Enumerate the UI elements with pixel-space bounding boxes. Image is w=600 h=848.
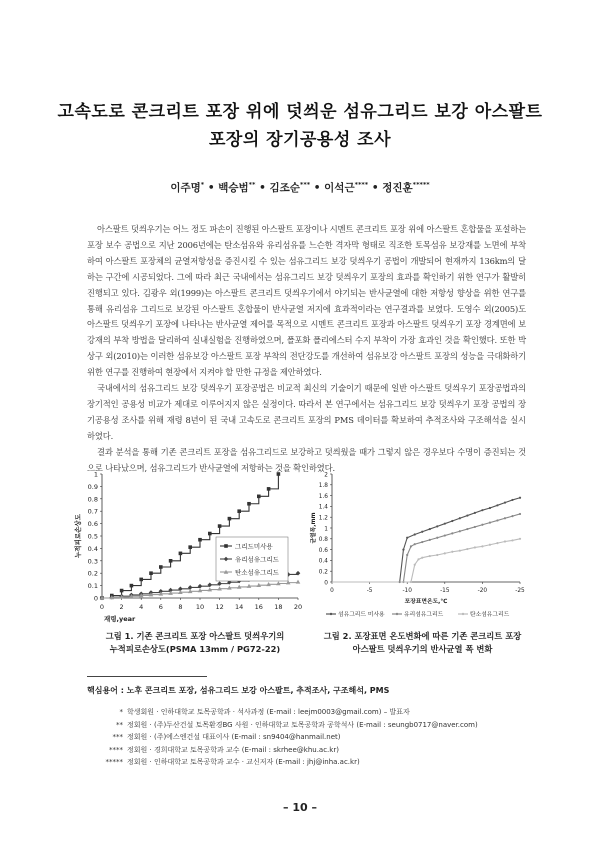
y-tick-label: 0.2 [87,569,98,578]
data-point [466,548,468,550]
y-tick-label: 1.2 [318,515,328,522]
data-point [421,557,423,559]
x-tick-label: -10 [402,588,412,594]
y-tick-label: 0.6 [318,547,328,554]
y-tick-label: 0.4 [87,544,98,553]
x-tick-label: 6 [158,603,163,611]
data-point [511,499,513,501]
author-mark: *** [299,180,311,189]
y-tick-label: 0.1 [87,582,98,591]
x-tick-label: 16 [254,603,263,611]
footnote-item [87,731,478,744]
data-point [444,552,446,554]
legend-label: 유리섬유그리드 [404,612,444,619]
author-name: 김조순 [269,182,300,194]
data-point [481,545,483,547]
data-point [459,517,461,519]
legend-label: 유리섬유그리드 [235,555,279,564]
data-point [504,517,506,519]
abstract-body [87,222,526,477]
footnote-item [87,706,478,719]
data-point [421,531,423,533]
data-point [410,545,412,547]
data-point [511,515,513,517]
x-tick-label: -5 [366,588,373,594]
legend-label: 탄소섬유그리드 [470,612,510,619]
footnote-item [87,756,478,769]
figure-1-caption-line-1: 그림 1. 기존 콘크리트 포장 아스팔트 덧씌우기의 [105,631,285,641]
footnote-text: 정회원 · (주)에스엔건설 대표이사 (E-mail : sn9404@hanmail.net) [127,733,341,742]
y-tick-label: 0 [324,580,328,587]
author-list [0,180,600,195]
paragraph-3: 결과 분석을 통해 기존 콘크리트 포장을 섬유그리드로 보강하고 덧씌웠을 때가 그렇지 않은 경우보다 수명이 증진되는 것으로 나타났으며, 섬유그리드가 반사균열에 저항하는 것을 확인하였다. [87,446,526,473]
data-point [474,512,476,514]
legend-marker [462,613,464,615]
footnote-list [87,706,478,769]
y-tick-label: 1.4 [318,504,328,511]
paragraph-2: 국내에서의 섬유그리드 보강 덧씌우기 포장공법은 비교적 최신의 기술이기 때문에 일반 아스팔트 덧씌우기 포장공법과의 장기적인 공용성 비교가 제대로 이루어지지 않은 실정이다. 따라서 본 연구에서는 섬유그리드 보강 덧씌우기 포장 공법의 장기공용성 조사를 위해 재령 8년이 된 국내 고속도로 콘크리트 포장의 PMS 데이터를 확보하여 추적조사와 구조해석을 실시하였다. [87,383,526,441]
data-point [429,539,431,541]
data-point [120,589,124,593]
x-tick-label: 12 [215,603,224,611]
data-point [159,565,163,569]
data-point [451,520,453,522]
x-tick-label: 10 [195,603,205,611]
x-tick-label: 14 [235,603,244,611]
y-tick-label: 0.5 [87,532,98,541]
data-point [519,513,521,515]
author-separator: • [255,182,270,194]
data-point [228,517,232,521]
data-point [247,502,251,506]
author-separator: • [310,182,325,194]
x-tick-label: 4 [139,603,144,611]
y-axis-label: 균열폭,mm [311,512,317,544]
y-tick-label: 0.8 [87,495,98,504]
data-point [149,571,153,575]
footnote-divider [87,676,207,677]
data-point [496,504,498,506]
data-point [489,507,491,509]
page-number: – 10 – [283,801,317,814]
data-point [410,581,412,583]
data-point [519,538,521,540]
data-point [481,509,483,511]
y-tick-label: 2 [324,472,328,479]
y-tick-label: 0.8 [318,537,328,544]
y-tick-label: 1.8 [318,483,328,490]
data-point [417,558,419,560]
x-axis-label: 포장표면온도,℃ [404,599,448,605]
footnote-text: 학생회원 · 인하대학교 토목공학과 · 석사과정 (E-mail : leejm0003@gmail.com) – 발표자 [127,708,410,716]
footnote-mark: **** [109,745,123,754]
data-point [139,578,143,582]
legend-label: 탄소섬유그리드 [235,568,279,577]
y-tick-label: 1 [324,526,328,533]
data-point [224,544,228,548]
data-point [406,554,408,556]
author-separator: • [204,182,219,194]
y-tick-label: 1 [93,470,98,479]
figure-2-caption-line-2: 아스팔트 덧씌우기의 반사균열 폭 변화 [352,644,493,654]
data-point [436,554,438,556]
data-point [296,580,301,584]
data-point [429,555,431,557]
data-point [489,544,491,546]
data-point [474,546,476,548]
author-separator: • [368,182,383,194]
paragraph-1: 아스팔트 덧씌우기는 어느 정도 파손이 진행된 아스팔트 포장이나 시멘트 콘크리트 포장 위에 아스팔트 혼합물을 포설하는 포장 보수 공법으로 지난 2006년에는 탄소섬유와 유리섬유를 느슨한 격자막 형태로 직조한 토목섬유 보강재를 노면에 부착하여 아스팔트 포장체의 균열저항성을 증진시킬 수 있는 섬유그리드 보강 덧씌우기 공법이 개발되어 현재까지 136km의 달하는 구간에 시공되었다. 그에 따라 최근 국내에서는 섬유그리드 보강 덧씌우기 포장의 효과를 확인하기 위한 연구가 활발히 진행되고 있다. 김광우 외(1999)는 아스팔트 콘크리트 덧씌우기에서 야기되는 반사균열에 대한 저항성 향상을 위한 연구를 통해 유리섬유 그리드로 보강된 아스팔트 혼합물이 반사균열 저지에 효과적이라는 연구결과를 보였다. 도영수 외(2005)도 아스팔트 덧씌우기 포장에 나타나는 반사균열 제어를 목적으로 시멘트 콘크리트 포장과 아스팔트 덧씌우기 포장 경계면에 보강재의 부착 방법을 달리하여 실내실험을 진행하였으며, 폴포화 폴리에스터 수지 부착이 가장 효과인 것을 확인했다. 또한 박상구 외(2010)는 이러한 섬유보강 아스팔트 포장 부착의 전단강도를 개선하여 섬유보강 아스팔트 포장의 성능을 극대화하기 위한 연구를 진행하여 현장에서 지켜야 할 만한 규정을 제안하였다. [87,224,526,378]
footnote-mark: * [119,708,123,716]
data-point [218,524,222,528]
data-point [504,540,506,542]
data-point [444,534,446,536]
title-line-2: 포장의 장기공용성 조사 [208,130,392,150]
data-point [406,537,408,539]
x-tick-label: 8 [178,603,183,611]
data-point [130,584,134,588]
x-tick-label: -20 [477,588,488,594]
figure-2-caption [305,630,540,656]
data-point [519,497,521,499]
x-tick-label: 0 [330,588,334,594]
data-point [436,525,438,527]
data-point [466,528,468,530]
y-axis-label: 누적피로손상도 [74,514,82,558]
data-point [429,528,431,530]
legend-marker [330,613,332,615]
x-tick-label: 0 [99,603,105,611]
x-tick-label: -25 [515,588,525,594]
footnote-mark: *** [112,733,123,742]
data-point [421,541,423,543]
y-tick-label: 0.3 [87,557,98,566]
figure-1-chart [70,468,310,628]
data-point [451,532,453,534]
footnote-item [87,719,478,732]
footnote-text: 정회원 · (주)두산건설 토목환경BG 사원 · 인하대학교 토목공학과 공학석사 (E-mail : seungb0717@naver.com) [127,720,478,729]
data-point [277,472,281,476]
author-name: 이주명 [170,182,201,194]
data-point [414,564,416,566]
y-tick-label: 0.2 [318,569,328,576]
figure-2-chart [308,468,538,628]
data-point [474,526,476,528]
y-tick-label: 0.6 [87,520,98,529]
data-point [402,549,404,551]
author-name: 백승범 [218,182,249,194]
data-point [198,538,202,542]
y-tick-label: 1.6 [318,493,328,500]
x-tick-label: 20 [293,603,303,611]
footnote-text: 정회원 · 경희대학교 토목공학과 교수 (E-mail : skrhee@khu.ac.kr) [127,745,339,754]
author-mark: ** [248,180,256,189]
x-tick-label: 2 [119,603,124,611]
data-point [179,552,183,556]
author-mark: ***** [412,180,430,189]
author-name: 이석근 [324,182,355,194]
x-tick-label: 18 [274,603,283,611]
data-point [504,502,506,504]
data-point [188,545,192,549]
author-mark: **** [354,180,369,189]
series-line [332,539,520,582]
data-point [466,514,468,516]
figure-1-caption-line-2: 누적피로손상도(PSMA 13mm / PG72-22) [109,644,281,654]
data-point [169,559,173,563]
data-point [459,550,461,552]
footnote-text: 정회원 · 인하대학교 토목공학과 교수 · 교신저자 (E-mail : jhj@inha.ac.kr) [127,758,360,767]
author-name: 정진훈 [382,182,413,194]
y-tick-label: 0.7 [87,507,98,516]
data-point [267,487,271,491]
data-point [444,523,446,525]
footnote-mark: ***** [105,758,123,767]
series-line [332,498,520,582]
legend-marker [396,613,398,615]
series-line [332,514,520,582]
figure-1-caption [80,630,310,656]
footnote-mark: ** [116,720,123,729]
footnote-item [87,744,478,757]
keywords: 핵심용어 : 노후 콘크리트 포장, 섬유그리드 보강 아스팔트, 추적조사, 구조해석, PMS [87,686,390,695]
data-point [414,543,416,545]
y-tick-label: 0 [93,594,98,603]
data-point [436,537,438,539]
author-mark: * [200,180,205,189]
data-point [489,522,491,524]
data-point [496,542,498,544]
data-point [208,532,212,536]
data-point [237,509,241,513]
data-point [414,533,416,535]
data-point [511,539,513,541]
figure-2-caption-line-1: 그림 2. 포장표면 온도변화에 따른 기존 콘크리트 포장 [323,631,522,641]
data-point [257,495,261,499]
data-point [481,524,483,526]
data-point [451,551,453,553]
legend-label: 그리드미사용 [235,542,273,551]
title-line-1: 고속도로 콘크리트 포장 위에 덧씌운 섬유그리드 보강 아스팔트 [57,102,543,122]
legend-label: 섬유그리드 미사용 [338,612,385,619]
x-tick-label: -15 [440,588,450,594]
y-tick-label: 0.4 [318,558,328,565]
x-axis-label: 재령,year [104,615,136,623]
data-point [459,530,461,532]
data-point [496,519,498,521]
y-tick-label: 0.9 [87,482,98,491]
